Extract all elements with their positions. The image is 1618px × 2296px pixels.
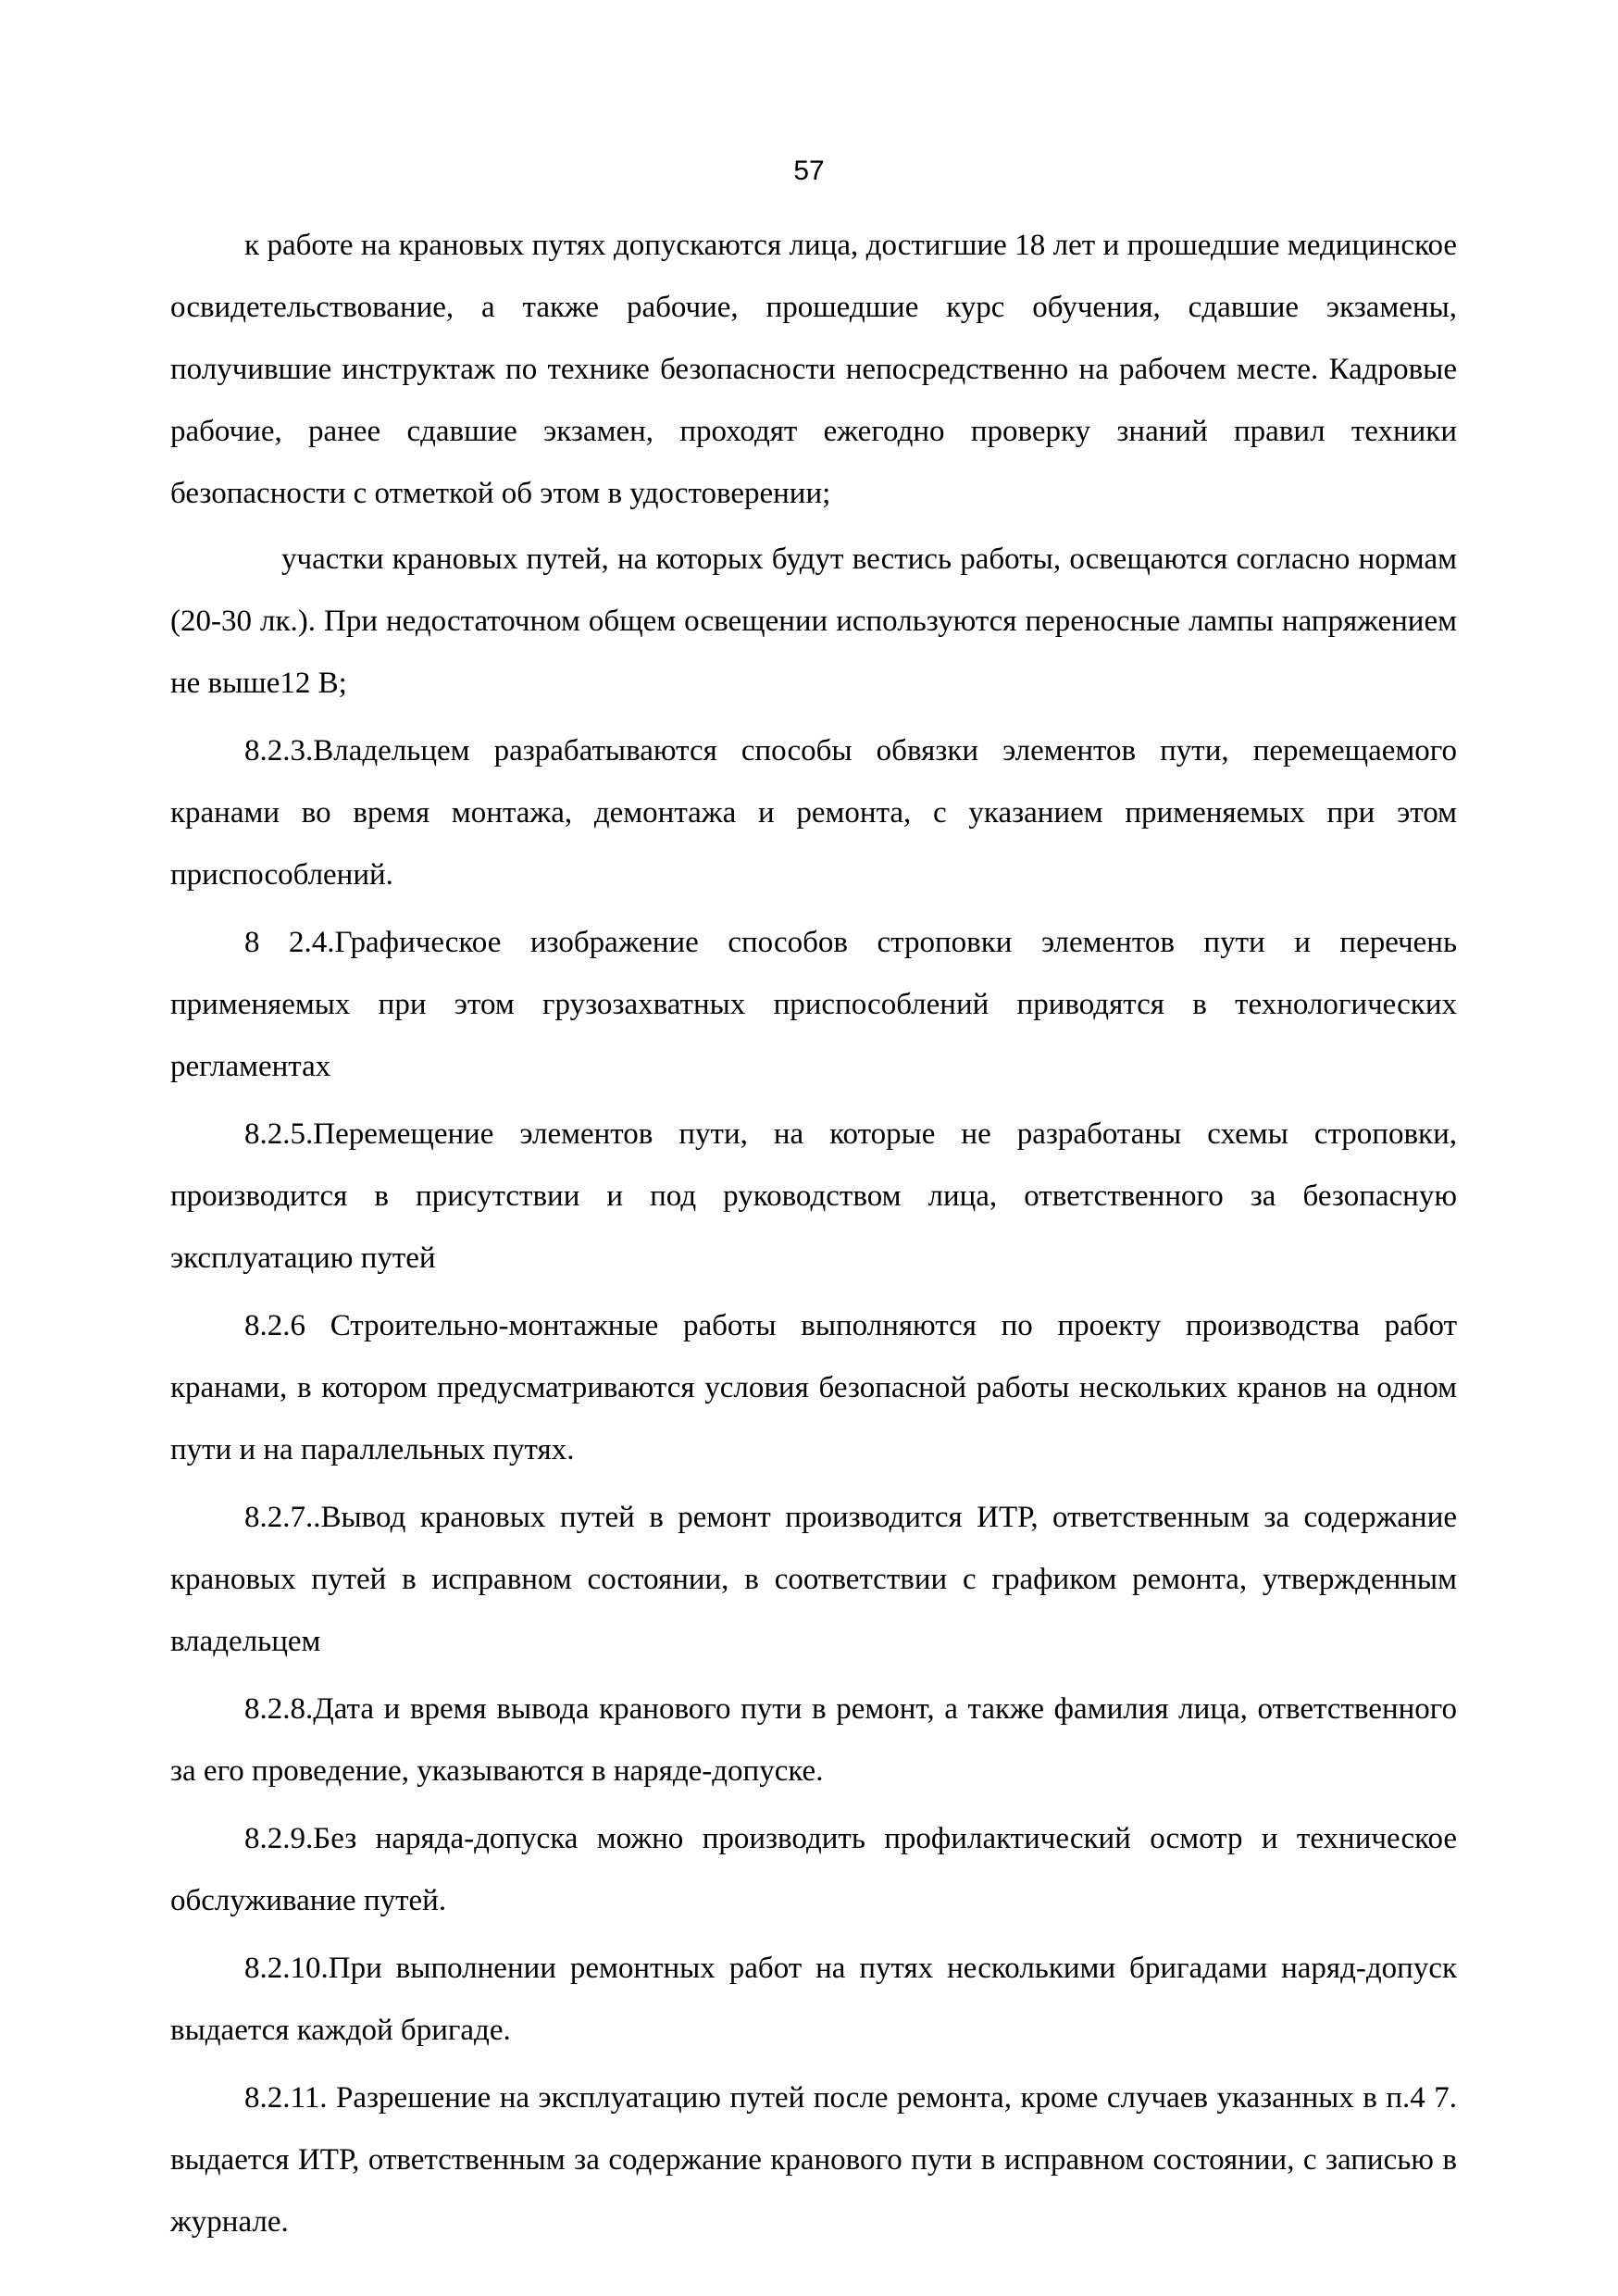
paragraph-admission: к работе на крановых путях допускаются лица, достигшие 18 лет и прошедшие медицинское освидетельствование, а также рабочие, прошедшие курс обучения, сдавшие экзамены, получившие инструктаж по технике безопасности непосредственно на рабочем месте. Кадровые рабочие, ранее сдавшие экзамен, проходят ежегодно проверку знаний правил техники безопасности с отметкой об этом в удостоверении; — [170, 229, 1457, 510]
paragraph-8-2-3: 8.2.3.Владельцем разрабатываются способы обвязки элементов пути, перемещаемого кранами во время монтажа, демонтажа и ремонта, с указанием применяемых при этом приспособлений. — [170, 734, 1457, 892]
page-number: 57 — [793, 156, 825, 186]
paragraph-8-2-5: 8.2.5.Перемещение элементов пути, на которые не разработаны схемы строповки, производится в присутствии и под руководством лица, ответственного за безопасную эксплуатацию путей — [170, 1117, 1457, 1275]
document-body — [170, 215, 1457, 2253]
paragraph-8-2-7: 8.2.7..Вывод крановых путей в ремонт производится ИТР, ответственным за содержание крановых путей в исправном состоянии, в соответствии с графиком ремонта, утвержденным владельцем — [170, 1501, 1457, 1658]
paragraph-8-2-6: 8.2.6 Строительно-монтажные работы выполняются по проекту производства работ кранами, в котором предусматриваются условия безопасной работы нескольких кранов на одном пути и на параллельных путях. — [170, 1309, 1457, 1466]
paragraph-8-2-11: 8.2.11. Разрешение на эксплуатацию путей после ремонта, кроме случаев указанных в п.4 7. выдается ИТР, ответственным за содержание кранового пути в исправном состоянии, с записью в журнале. — [170, 2081, 1457, 2239]
paragraph-8-2-10: 8.2.10.При выполнении ремонтных работ на путях несколькими бригадами наряд-допуск выдается каждой бригаде. — [170, 1952, 1457, 2047]
paragraph-lighting: участки крановых путей, на которых будут вестись работы, освещаются согласно нормам (20-30 лк.). При недостаточном общем освещении используются переносные лампы напряжением не выше12 В; — [170, 543, 1457, 700]
paragraph-8-2-8: 8.2.8.Дата и время вывода кранового пути в ремонт, а также фамилия лица, ответственного за его проведение, указываются в наряде-допуске. — [170, 1692, 1457, 1788]
paragraph-8-2-9: 8.2.9.Без наряда-допуска можно производить профилактический осмотр и техническое обслуживание путей. — [170, 1822, 1457, 1917]
paragraph-8-2-4: 8 2.4.Графическое изображение способов строповки элементов пути и перечень применяемых при этом грузозахватных приспособлений приводятся в технологических регламентах — [170, 926, 1457, 1083]
